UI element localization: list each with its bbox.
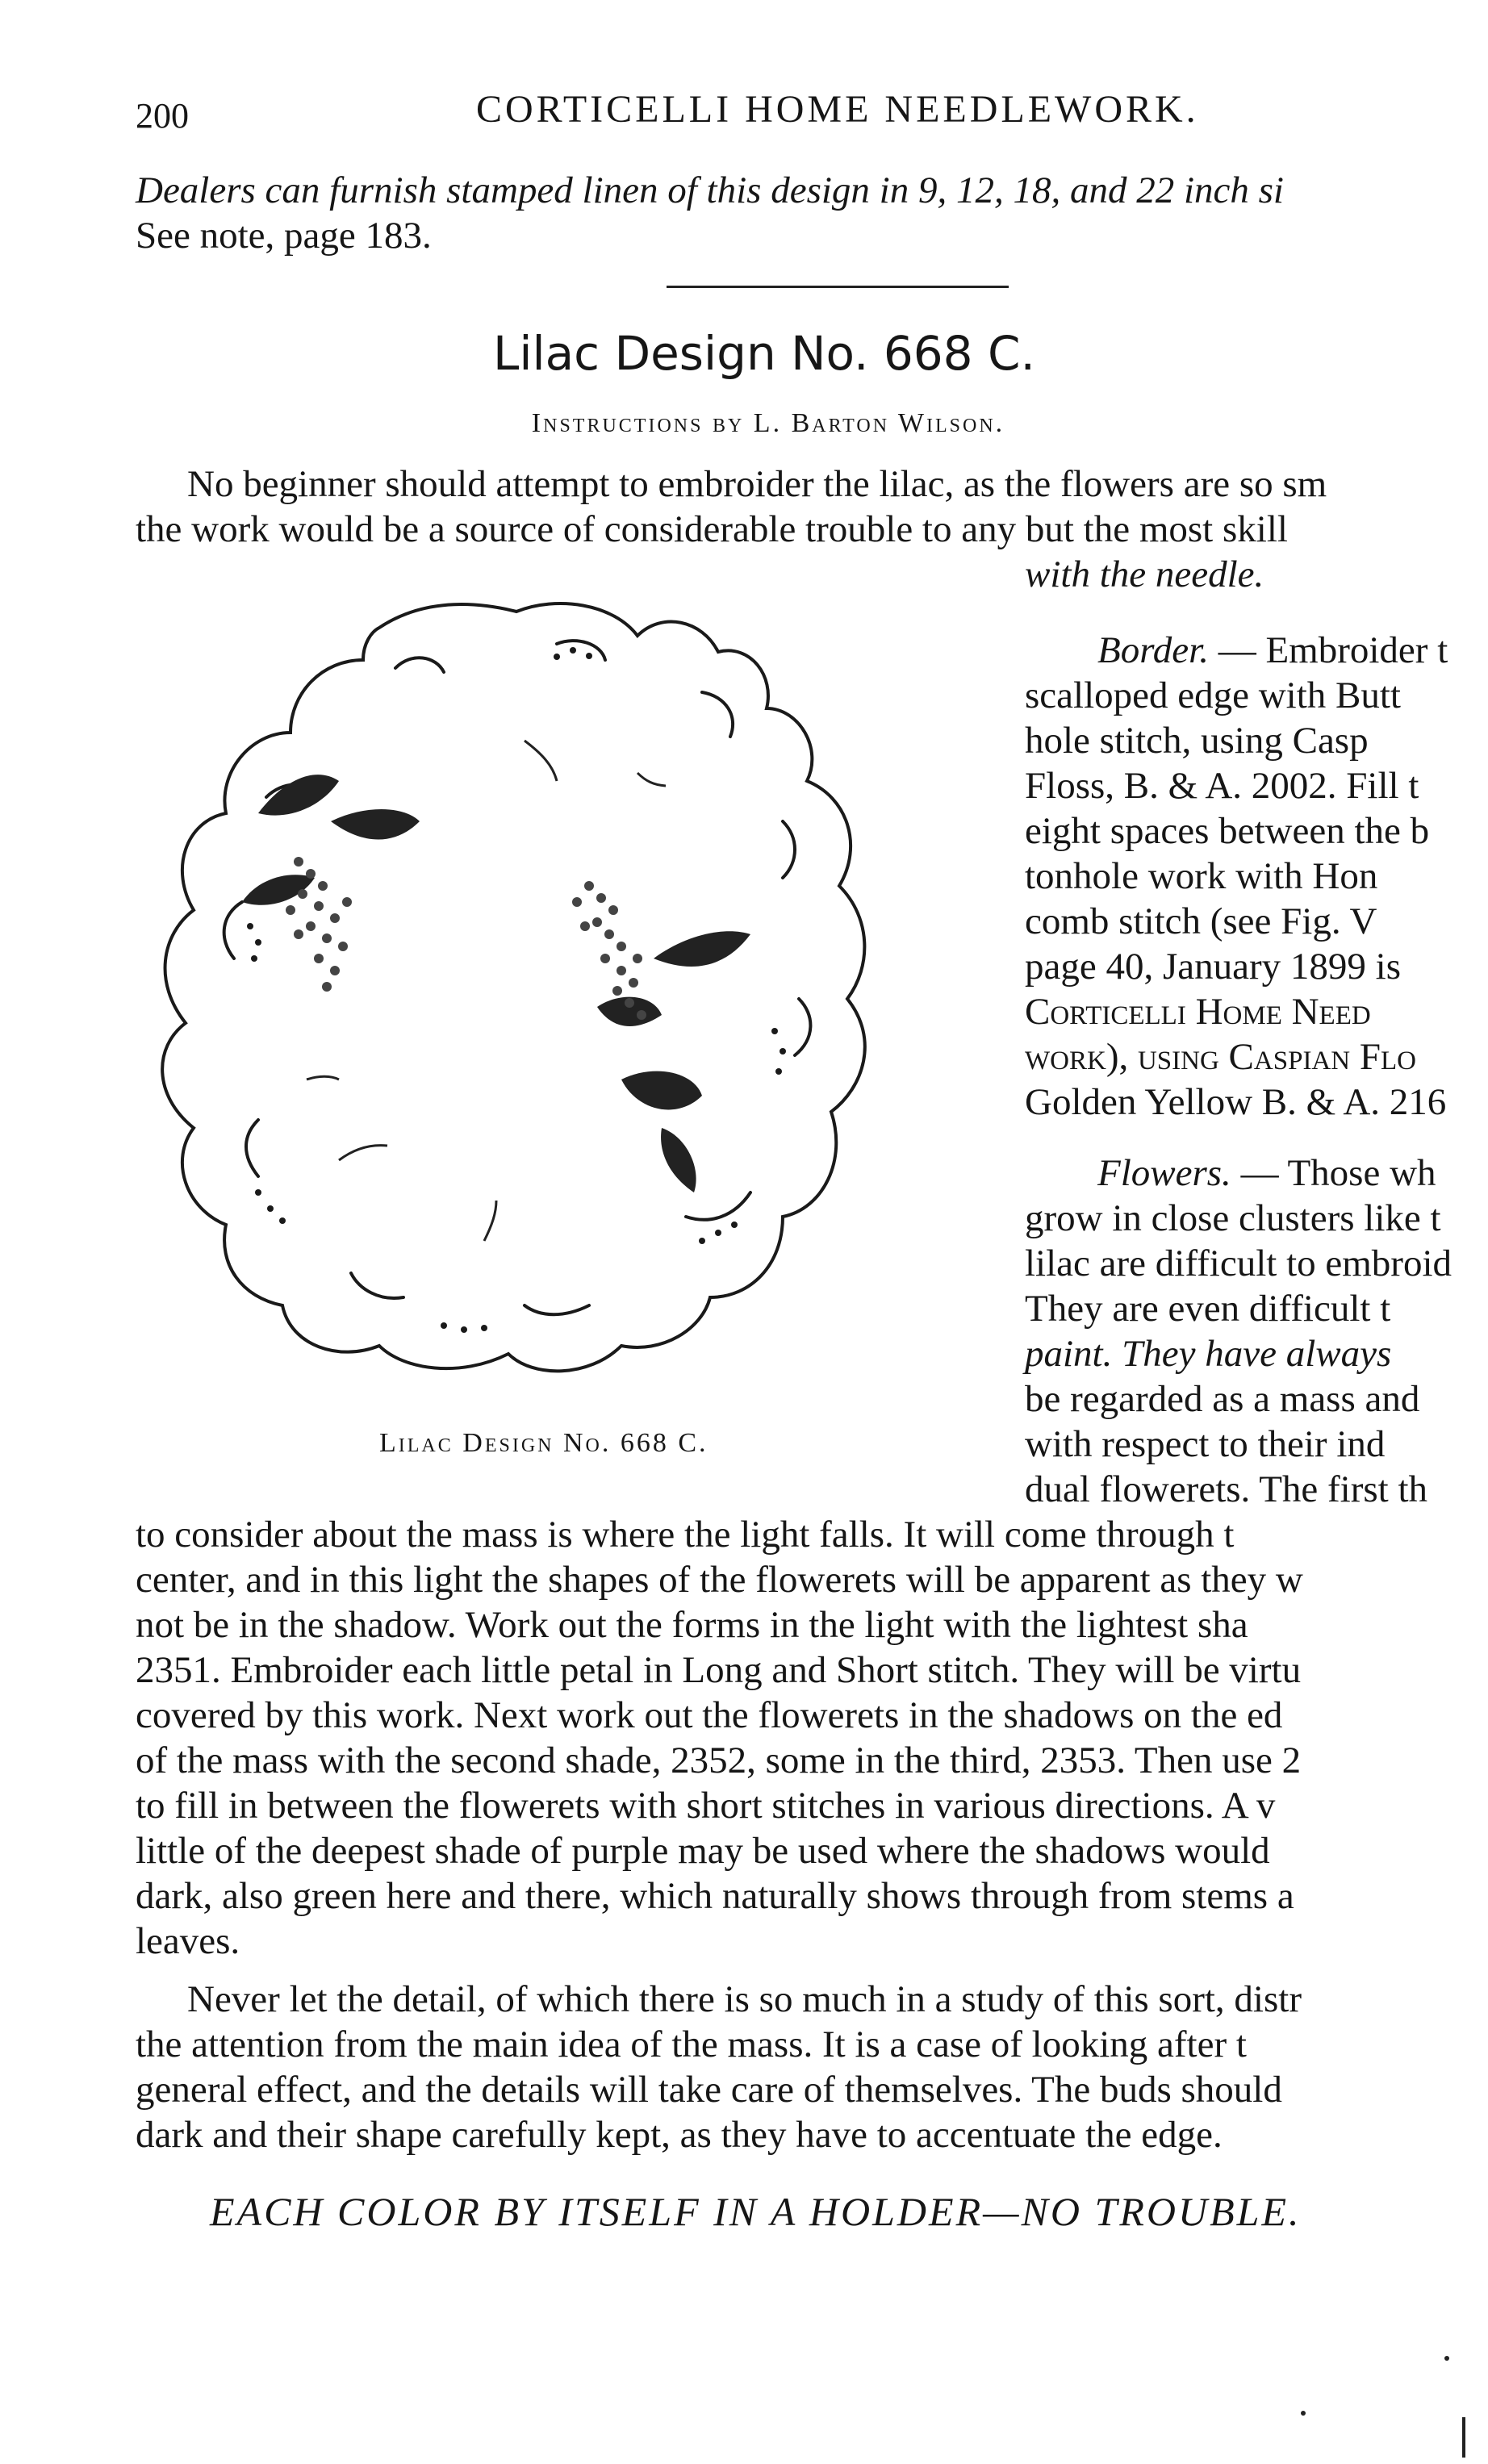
closing-line-3: general effect, and the details will take care of themselves. The buds should [136, 2069, 1282, 2111]
border-heading: Border. [1097, 629, 1209, 671]
border-line-2: scalloped edge with Butt [1025, 674, 1401, 716]
border-line-11: Golden Yellow B. & A. 216 [1025, 1081, 1447, 1123]
closing-line-2: the attention from the main idea of the mass. It is a case of looking after t [136, 2023, 1247, 2065]
footer-slogan: EACH COLOR BY ITSELF IN A HOLDER—NO TROUBLE. [210, 2189, 1302, 2234]
body-line-5: covered by this work. Next work out the flowerets in the shadows on the ed [136, 1694, 1283, 1736]
closing-line-1: Never let the detail, of which there is so much in a study of this sort, distr [187, 1978, 1302, 2020]
body-line-2: center, and in this light the shapes of the flowerets will be apparent as they w [136, 1559, 1303, 1601]
lilac-design-illustration [137, 579, 984, 1418]
border-line-8: page 40, January 1899 is [1025, 946, 1401, 988]
body-line-7: to fill in between the flowerets with short stitches in various directions. A v [136, 1785, 1276, 1827]
flowers-line-8: dual flowerets. The first th [1025, 1468, 1428, 1510]
flowers-line-7: with respect to their ind [1025, 1423, 1386, 1465]
flowers-heading: Flowers. [1097, 1152, 1231, 1194]
flowers-line-4: They are even difficult t [1025, 1288, 1391, 1330]
border-line-6: tonhole work with Hon [1025, 855, 1378, 897]
flowers-line-1 [1025, 1151, 1436, 1196]
lead-line-1: No beginner should attempt to embroider the lilac, as the flowers are so sm [187, 463, 1327, 505]
border-line-7: comb stitch (see Fig. V [1025, 900, 1377, 942]
page-number: 200 [136, 96, 189, 136]
intro-line-1: Dealers can furnish stamped linen of this design in 9, 12, 18, and 22 inch si [136, 169, 1284, 211]
section-divider [667, 286, 1009, 288]
border-line-9: Corticelli Home Need [1025, 991, 1371, 1033]
article-byline: Instructions by L. Barton Wilson. [531, 408, 1005, 438]
flowers-line-5: paint. They have always [1025, 1333, 1392, 1375]
border-line-4: Floss, B. & A. 2002. Fill t [1025, 765, 1419, 807]
article-title: Lilac Design No. 668 C. [493, 326, 1035, 381]
lead-line-3: with the needle. [1025, 553, 1264, 595]
flowers-line-2: grow in close clusters like t [1025, 1197, 1441, 1239]
print-mark [1462, 2417, 1465, 2458]
border-line-3: hole stitch, using Casp [1025, 720, 1369, 762]
body-line-4: 2351. Embroider each little petal in Long and Short stitch. They will be virtu [136, 1649, 1302, 1691]
body-line-6: of the mass with the second shade, 2352, some in the third, 2353. Then use 2 [136, 1739, 1302, 1781]
closing-line-4: dark and their shape carefully kept, as they have to accentuate the edge. [136, 2114, 1223, 2156]
flowers-line-3: lilac are difficult to embroid [1025, 1242, 1452, 1284]
body-line-9: dark, also green here and there, which naturally shows through from stems a [136, 1875, 1294, 1917]
running-header [0, 87, 1488, 152]
border-text: — Embroider t [1218, 629, 1448, 671]
running-title: CORTICELLI HOME NEEDLEWORK. [476, 88, 1199, 131]
border-line-5: eight spaces between the b [1025, 810, 1430, 852]
print-mark [1444, 2356, 1449, 2361]
flowers-text: — Those wh [1240, 1152, 1436, 1194]
body-line-3: not be in the shadow. Work out the forms in the light with the lightest sha [136, 1604, 1248, 1646]
lead-line-2: the work would be a source of considerable trouble to any but the most skill [136, 508, 1288, 550]
intro-line-2: See note, page 183. [136, 215, 432, 257]
print-mark [1301, 2411, 1306, 2416]
border-line-10: work), using Caspian Flo [1025, 1036, 1416, 1078]
body-line-10: leaves. [136, 1920, 240, 1962]
border-line-1 [1025, 628, 1448, 673]
figure-caption: Lilac Design No. 668 C. [379, 1428, 708, 1458]
body-line-8: little of the deepest shade of purple may be used where the shadows would [136, 1830, 1270, 1872]
flowers-line-6: be regarded as a mass and [1025, 1378, 1420, 1420]
body-line-1: to consider about the mass is where the light falls. It will come through t [136, 1514, 1235, 1556]
